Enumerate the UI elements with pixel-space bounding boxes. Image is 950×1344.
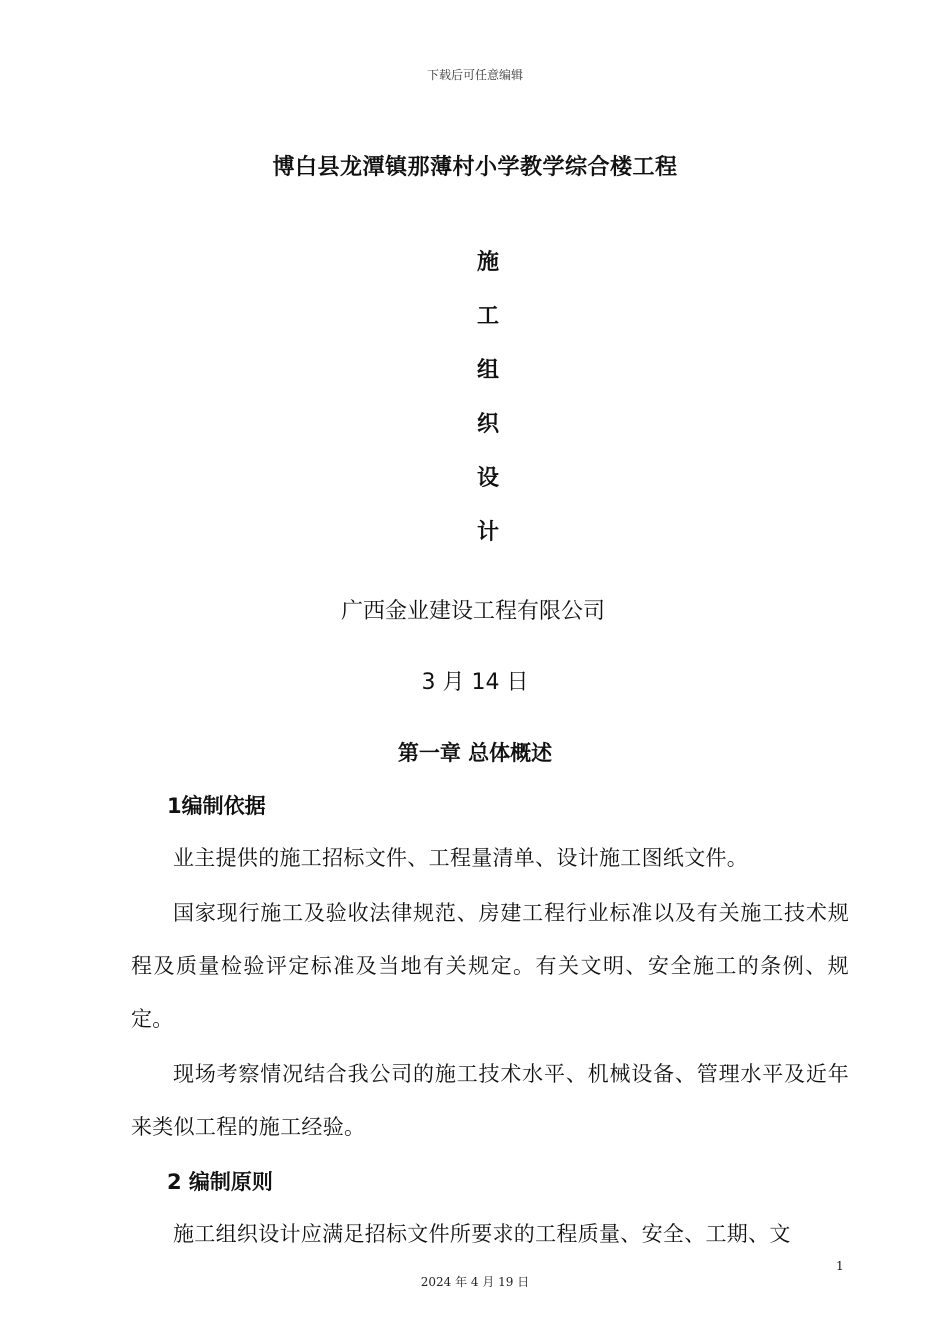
vertical-document-title: [0, 236, 950, 560]
header-note: 下载后可任意编辑: [426, 68, 523, 82]
project-title: 博白县龙潭镇那薄村小学教学综合楼工程: [272, 155, 678, 180]
chapter-title: 第一章 总体概述: [397, 741, 553, 765]
cover-date: 3 月 14 日: [421, 670, 529, 695]
vertical-title-char: 施: [476, 250, 499, 275]
paragraph-owner-documents: 业主提供的施工招标文件、工程量清单、设计施工图纸文件。: [173, 846, 749, 870]
vertical-title-char: 工: [476, 304, 499, 329]
vertical-title-char: 组: [476, 358, 499, 383]
paragraph-national-standards: 国家现行施工及验收法律规范、房建工程行业标准以及有关施工技术规程及质量检验评定标准及当地有关规定。有关文明、安全施工的条例、规定。: [131, 901, 849, 1031]
page-number: 1: [836, 1259, 844, 1273]
company-name: 广西金业建设工程有限公司: [340, 599, 605, 624]
vertical-title-char: 计: [476, 520, 499, 545]
paragraph-design-requirements: 施工组织设计应满足招标文件所要求的工程质量、安全、工期、文: [173, 1222, 791, 1246]
section-title-principles: 2 编制原则: [167, 1170, 273, 1194]
vertical-title-char: 设: [476, 466, 499, 491]
vertical-title-char: 织: [476, 412, 499, 437]
section-title-basis: 1编制依据: [167, 794, 266, 818]
footer-date: 2024 年 4 月 19 日: [420, 1275, 530, 1289]
paragraph-site-investigation: 现场考察情况结合我公司的施工技术水平、机械设备、管理水平及近年来类似工程的施工经验。: [131, 1062, 849, 1139]
